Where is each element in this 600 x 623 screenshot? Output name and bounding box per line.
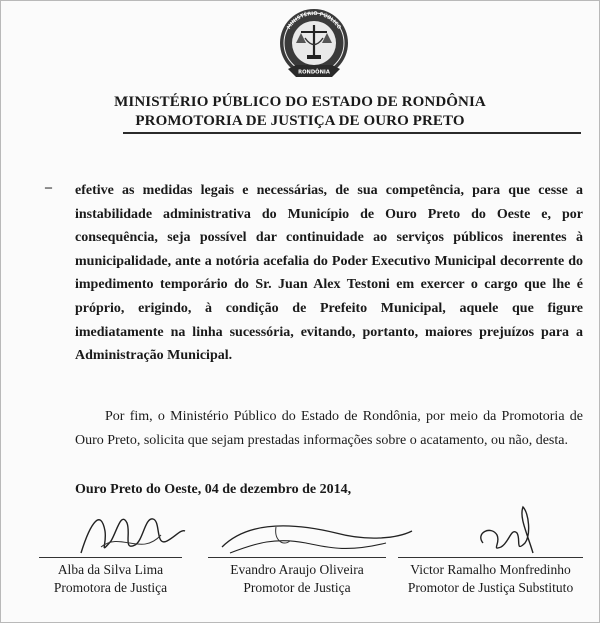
signer-role: Promotora de Justiça (53, 580, 168, 595)
signature-line-1 (39, 557, 182, 558)
header-divider (123, 132, 581, 134)
date-line: Ouro Preto do Oeste, 04 de dezembro de 2014, (75, 482, 352, 497)
signature-line-2 (208, 557, 386, 558)
signer-role: Promotor de Justiça (243, 580, 351, 595)
institution-name: MINISTÉRIO PÚBLICO DO ESTADO DE RONDÔNIA (114, 94, 486, 110)
closing-paragraph: Por fim, o Ministério Público do Estado de Rondônia, por meio da Promotoria de Ouro Preto, solicita que sejam prestadas informações sobre o acatamento, ou não, desta. (75, 409, 583, 448)
request-paragraph: efetive as medidas legais e necessárias, de sua competência, para que cesse a instabilidade administrativa do Município de Ouro Preto do Oeste e, por consequência, seja possível dar continuidade ao serviços públicos inerentes à municipalidade, ante a notória acefalia do Poder Executivo Municipal decorrente do impedimento temporário do Sr. Juan Alex Testoni em exercer o cargo que lhe é próprio, erigindo, à condição de Prefeito Municipal, aquele que figure imediatamente na linha sucessória, evitando, portanto, maiores prejuízos para a Administração Municipal. (75, 183, 583, 364)
seal-bottom-text: RONDÔNIA (298, 69, 330, 76)
office-name: PROMOTORIA DE JUSTIÇA DE OURO PRETO (135, 113, 465, 129)
seal-top-text: MINISTÉRIO PÚBLICO (286, 10, 342, 31)
list-bullet: – (45, 180, 52, 195)
signer-block-1 (39, 561, 182, 597)
signature-mark-1 (71, 501, 191, 561)
signer-name: Evandro Araujo Oliveira (230, 562, 364, 577)
signer-name: Victor Ramalho Monfredinho (410, 562, 571, 577)
signature-mark-2 (216, 513, 416, 559)
signer-block-3 (394, 561, 587, 597)
letterhead (1, 93, 599, 131)
signer-name: Alba da Silva Lima (57, 562, 164, 577)
ministerio-publico-seal (274, 5, 354, 87)
signature-line-3 (398, 557, 583, 558)
signer-block-2 (208, 561, 386, 597)
signer-role: Promotor de Justiça Substituto (407, 580, 574, 595)
seal-emblem-icon (274, 5, 354, 87)
signature-mark-3 (471, 503, 541, 561)
